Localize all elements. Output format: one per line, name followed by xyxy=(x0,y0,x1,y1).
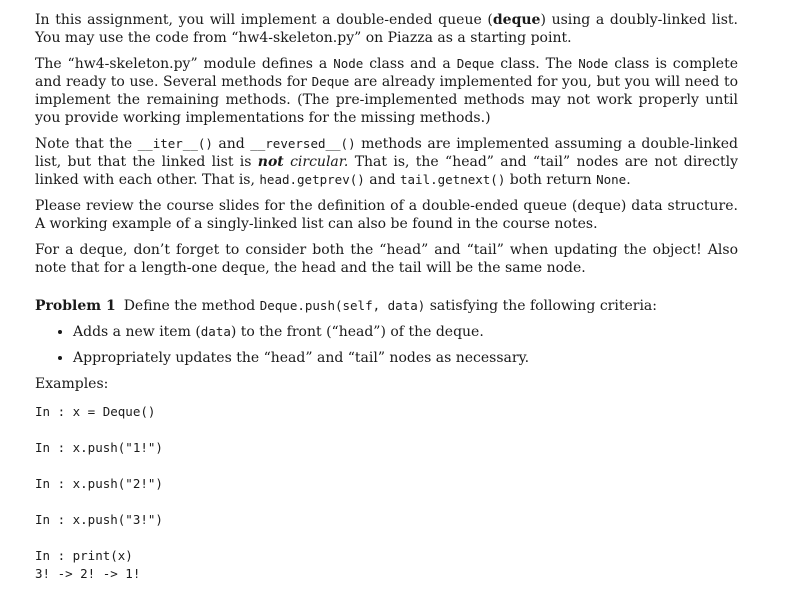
code-none: None xyxy=(596,172,627,187)
code-deque: Deque xyxy=(456,56,495,71)
example-5-input: In : print(x) xyxy=(35,548,133,563)
example-1: In : x = Deque() xyxy=(35,404,156,419)
intro-paragraph-1: In this assignment, you will implement a double-ended queue (deque) using a doubly-linked list. You may use the code from “hw4-skeleton.py” on Piazza as a starting point. xyxy=(35,12,738,46)
assignment-page xyxy=(35,11,738,583)
intro-paragraph-5: For a deque, don’t forget to consider both the “head” and “tail” when updating the object! Also note that for a length-one deque, the head and the tail will be the same node. xyxy=(35,242,738,276)
example-4: In : x.push("3!") xyxy=(35,512,163,527)
examples-label: Examples: xyxy=(35,376,109,392)
list-item: • Appropriately updates the “head” and “tail” nodes as necessary. xyxy=(73,349,738,367)
deque-term: deque xyxy=(492,12,541,28)
code-head-getprev: head.getprev() xyxy=(259,172,365,187)
list-item: • Adds a new item (data) to the front (“head”) of the deque. xyxy=(73,323,738,341)
problem-label: Problem 1 xyxy=(35,298,116,314)
code-iter: __iter__() xyxy=(137,136,213,151)
code-tail-getnext: tail.getnext() xyxy=(400,172,506,187)
intro-paragraph-3: Note that the __iter__() and __reversed__() methods are implemented assuming a double-linked list, but that the linked list is not circular. That is, the “head” and “tail” nodes are not directly linked with each other. That is, head.getprev() and tail.getnext() both return None. xyxy=(35,136,739,188)
intro-paragraph-4: Please review the course slides for the definition of a double-ended queue (deque) data structure. A working example of a singly-linked list can also be found in the course notes. xyxy=(35,198,738,232)
code-reversed: __reversed__() xyxy=(250,136,356,151)
emphasis-not: not xyxy=(257,154,284,170)
example-3: In : x.push("2!") xyxy=(35,476,163,491)
problem-1-statement: Problem 1 Define the method Deque.push(self, data) satisfying the following criteria: xyxy=(35,298,657,314)
example-5-output: 3! -> 2! -> 1! xyxy=(35,566,141,581)
criteria-list xyxy=(35,323,738,367)
code-node: Node xyxy=(333,56,364,71)
code-data: data xyxy=(200,324,231,339)
intro-paragraph-2: The “hw4-skeleton.py” module defines a Node class and a Deque class. The Node class is complete and ready to use. Several methods for Deque are already implemented for you, but you will need to implement the remaining methods. (The pre-implemented methods may not work properly until you provide working implementations for the missing methods.) xyxy=(35,56,738,126)
code-deque: Deque xyxy=(311,74,350,89)
example-2: In : x.push("1!") xyxy=(35,440,163,455)
code-push-signature: Deque.push(self, data) xyxy=(259,298,426,313)
example-5 xyxy=(35,547,738,583)
code-node: Node xyxy=(578,56,609,71)
